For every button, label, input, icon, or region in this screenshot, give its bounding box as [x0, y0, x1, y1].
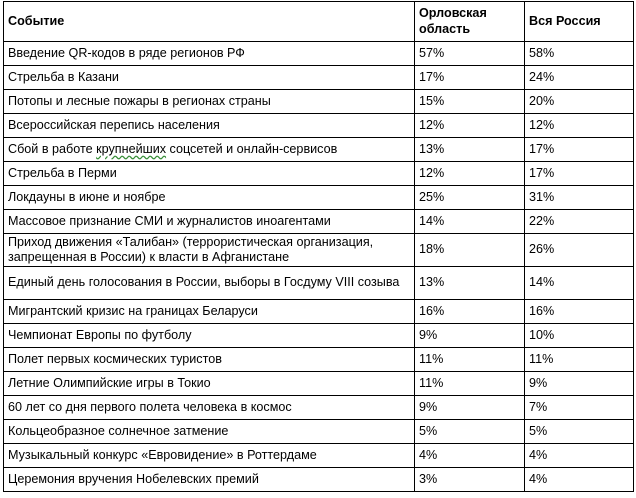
orel-value: 9%: [415, 324, 525, 348]
event-cell: [4, 138, 415, 162]
table-row: [4, 66, 634, 90]
russia-value: 16%: [525, 300, 634, 324]
table-row: [4, 348, 634, 372]
russia-value: 7%: [525, 396, 634, 420]
orel-value: 13%: [415, 138, 525, 162]
event-text: Сбой в работе: [8, 141, 97, 156]
russia-value: 17%: [525, 162, 634, 186]
orel-value: 4%: [415, 444, 525, 468]
event-cell: Церемония вручения Нобелевских премий: [4, 468, 415, 492]
orel-value: 18%: [415, 234, 525, 267]
event-cell: 60 лет со дня первого полета человека в космос: [4, 396, 415, 420]
table-row: [4, 162, 634, 186]
orel-value: 13%: [415, 267, 525, 300]
russia-value: 10%: [525, 324, 634, 348]
russia-value: 58%: [525, 42, 634, 66]
event-cell: Введение QR-кодов в ряде регионов РФ: [4, 42, 415, 66]
orel-value: 25%: [415, 186, 525, 210]
table-row: [4, 372, 634, 396]
table-row: [4, 300, 634, 324]
table-row: [4, 444, 634, 468]
russia-value: 31%: [525, 186, 634, 210]
russia-value: 9%: [525, 372, 634, 396]
header-all-russia: Вся Россия: [525, 2, 634, 42]
event-cell: Единый день голосования в России, выборы в Госдуму VIII созыва: [4, 267, 415, 300]
orel-value: 12%: [415, 114, 525, 138]
russia-value: 5%: [525, 420, 634, 444]
header-event: Событие: [4, 2, 415, 42]
table-row: [4, 114, 634, 138]
event-cell: Полет первых космических туристов: [4, 348, 415, 372]
event-cell: Массовое признание СМИ и журналистов иноагентами: [4, 210, 415, 234]
header-row: [4, 2, 634, 42]
russia-value: 4%: [525, 468, 634, 492]
table-row: [4, 267, 634, 300]
event-cell: Мигрантский кризис на границах Беларуси: [4, 300, 415, 324]
event-cell: Музыкальный конкурс «Евровидение» в Роттердаме: [4, 444, 415, 468]
event-cell: Кольцеобразное солнечное затмение: [4, 420, 415, 444]
event-cell: Летние Олимпийские игры в Токио: [4, 372, 415, 396]
orel-value: 16%: [415, 300, 525, 324]
russia-value: 14%: [525, 267, 634, 300]
table-row: [4, 396, 634, 420]
event-cell: Чемпионат Европы по футболу: [4, 324, 415, 348]
orel-value: 9%: [415, 396, 525, 420]
orel-value: 14%: [415, 210, 525, 234]
event-cell: Локдауны в июне и ноябре: [4, 186, 415, 210]
russia-value: 22%: [525, 210, 634, 234]
table-row: [4, 90, 634, 114]
table-row: [4, 42, 634, 66]
spellcheck-underlined-word: крупнейших: [96, 141, 167, 156]
table-row: [4, 210, 634, 234]
table-row: [4, 324, 634, 348]
table-row: [4, 186, 634, 210]
russia-value: 4%: [525, 444, 634, 468]
orel-value: 11%: [415, 372, 525, 396]
orel-value: 17%: [415, 66, 525, 90]
events-table: [3, 1, 634, 492]
russia-value: 24%: [525, 66, 634, 90]
russia-value: 12%: [525, 114, 634, 138]
orel-value: 5%: [415, 420, 525, 444]
orel-value: 12%: [415, 162, 525, 186]
event-cell: Стрельба в Казани: [4, 66, 415, 90]
russia-value: 11%: [525, 348, 634, 372]
event-cell: Всероссийская перепись населения: [4, 114, 415, 138]
russia-value: 20%: [525, 90, 634, 114]
orel-value: 57%: [415, 42, 525, 66]
table-row: [4, 468, 634, 492]
event-cell: Приход движения «Талибан» (террористическая организация, запрещенная в России) к власти в Афганистане: [4, 234, 415, 267]
orel-value: 11%: [415, 348, 525, 372]
table-row: [4, 138, 634, 162]
orel-value: 3%: [415, 468, 525, 492]
event-cell: Стрельба в Перми: [4, 162, 415, 186]
header-orel-region: Орловская область: [415, 2, 525, 42]
event-cell: Потопы и лесные пожары в регионах страны: [4, 90, 415, 114]
russia-value: 17%: [525, 138, 634, 162]
table-row: [4, 234, 634, 267]
event-text: соцсетей и онлайн-сервисов: [166, 141, 338, 156]
table-row: [4, 420, 634, 444]
russia-value: 26%: [525, 234, 634, 267]
orel-value: 15%: [415, 90, 525, 114]
